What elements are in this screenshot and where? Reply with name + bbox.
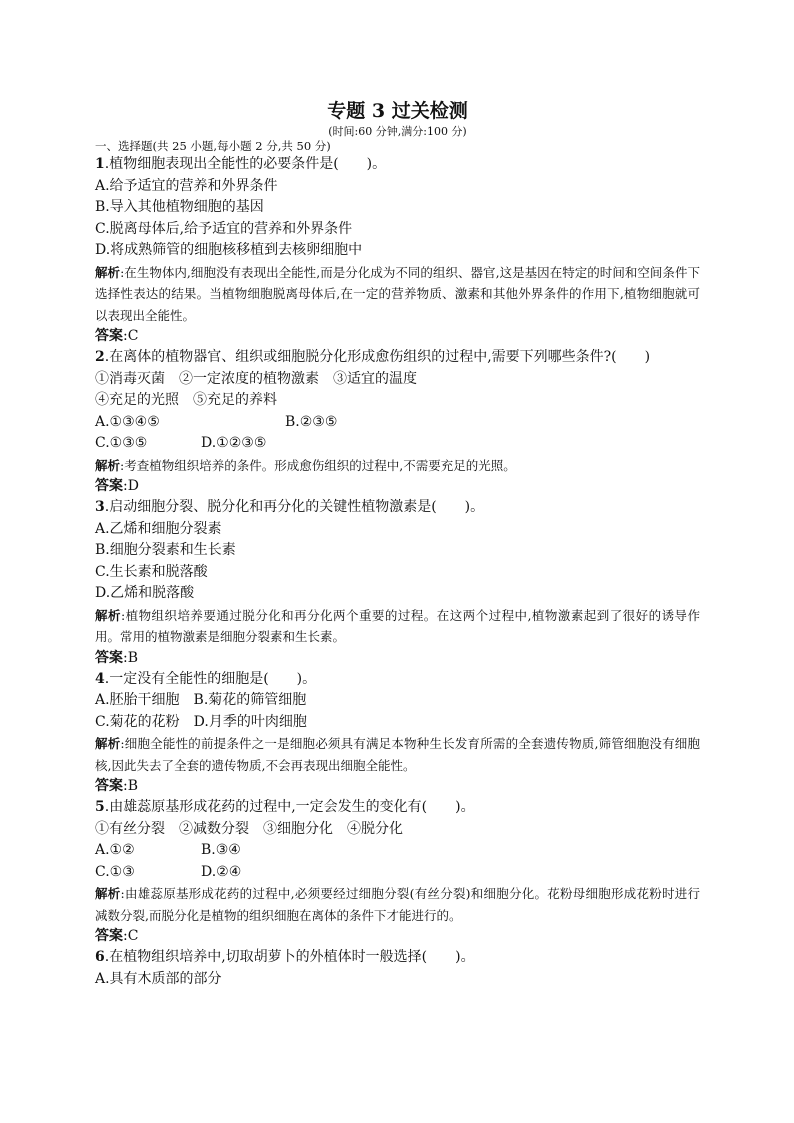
analysis: 解析:细胞全能性的前提条件之一是细胞必须具有满足本物种生长发育所需的全套遗传物质,筛管细胞没有细胞核,因此失去了全套的遗传物质,不会再表现出细胞全能性。 bbox=[95, 736, 700, 773]
question-stem: 6.在植物组织培养中,切取胡萝卜的外植体时一般选择( )。 bbox=[95, 949, 475, 965]
question-stem: 2.在离体的植物器官、组织或细胞脱分化形成愈伤组织的过程中,需要下列哪些条件?( ) bbox=[95, 349, 651, 365]
question-stem: 4.一定没有全能性的细胞是( )。 bbox=[95, 670, 317, 687]
item-list: ④充足的光照 ⑤充足的养料 bbox=[95, 392, 277, 408]
answer: 答案:D bbox=[95, 478, 139, 494]
answer: 答案:C bbox=[95, 328, 139, 344]
option: D.②④ bbox=[201, 863, 242, 880]
option: A.①③④⑤ bbox=[95, 413, 160, 430]
question-stem: 5.由雄蕊原基形成花药的过程中,一定会发生的变化有( )。 bbox=[95, 799, 475, 815]
analysis: 解析:在生物体内,细胞没有表现出全能性,而是分化成为不同的组织、器官,这是基因在特定的时间和空间条件下选择性表达的结果。当植物细胞脱离母体后,在一定的营养物质、激素和其他外界条件的作用下,植物细胞就可以表现出全能性。 bbox=[95, 264, 700, 323]
section-heading: 一、选择题(共 25 小题,每小题 2 分,共 50 分) bbox=[95, 139, 331, 153]
analysis: 解析:植物组织培养要通过脱分化和再分化两个重要的过程。在这两个过程中,植物激素起到了很好的诱导作用。常用的植物激素是细胞分裂素和生长素。 bbox=[95, 607, 700, 644]
option-row bbox=[95, 433, 700, 455]
answer: 答案:B bbox=[95, 778, 139, 794]
option: B.②③⑤ bbox=[285, 413, 338, 430]
question-stem: 3.启动细胞分裂、脱分化和再分化的关键性植物激素是( )。 bbox=[95, 499, 485, 515]
option-row bbox=[95, 862, 700, 884]
option: D.乙烯和脱落酸 bbox=[95, 585, 195, 601]
option-row bbox=[95, 840, 700, 862]
option: A.乙烯和细胞分裂素 bbox=[95, 520, 222, 537]
option: C.脱离母体后,给予适宜的营养和外界条件 bbox=[95, 220, 353, 237]
option: C.①③ bbox=[95, 863, 135, 880]
option: B.③④ bbox=[201, 842, 241, 858]
analysis: 解析:考查植物组织培养的条件。形成愈伤组织的过程中,不需要充足的光照。 bbox=[95, 457, 516, 473]
item-list: ①有丝分裂 ②减数分裂 ③细胞分化 ④脱分化 bbox=[95, 820, 403, 837]
option: B.导入其他植物细胞的基因 bbox=[95, 199, 264, 215]
page-subtitle: (时间:60 分钟,满分:100 分) bbox=[328, 125, 467, 138]
option: D.①②③⑤ bbox=[201, 435, 267, 451]
question-stem: 1.植物细胞表现出全能性的必要条件是( )。 bbox=[95, 156, 387, 172]
page-title: 专题 3 过关检测 bbox=[327, 100, 468, 122]
option: D.将成熟筛管的细胞核移植到去核卵细胞中 bbox=[95, 242, 363, 258]
exam-page bbox=[95, 98, 700, 990]
option: A.具有木质部的部分 bbox=[95, 970, 222, 987]
analysis: 解析:由雄蕊原基形成花药的过程中,必须要经过细胞分裂(有丝分裂)和细胞分化。花粉母细胞形成花粉时进行减数分裂,而脱分化是植物的组织细胞在离体的条件下才能进行的。 bbox=[95, 886, 700, 923]
option: C.生长素和脱落酸 bbox=[95, 563, 208, 580]
option: A.给予适宜的营养和外界条件 bbox=[95, 177, 278, 194]
option-row: A.胚胎干细胞 B.菊花的筛管细胞 bbox=[95, 692, 307, 708]
option: C.①③⑤ bbox=[95, 435, 148, 451]
answer: 答案:B bbox=[95, 649, 139, 666]
option: B.细胞分裂素和生长素 bbox=[95, 542, 236, 558]
option: A.①② bbox=[95, 842, 135, 858]
option-row: C.菊花的花粉 D.月季的叶肉细胞 bbox=[95, 713, 307, 730]
item-list: ①消毒灭菌 ②一定浓度的植物激素 ③适宜的温度 bbox=[95, 370, 417, 387]
answer: 答案:C bbox=[95, 928, 139, 944]
option-row bbox=[95, 412, 700, 434]
